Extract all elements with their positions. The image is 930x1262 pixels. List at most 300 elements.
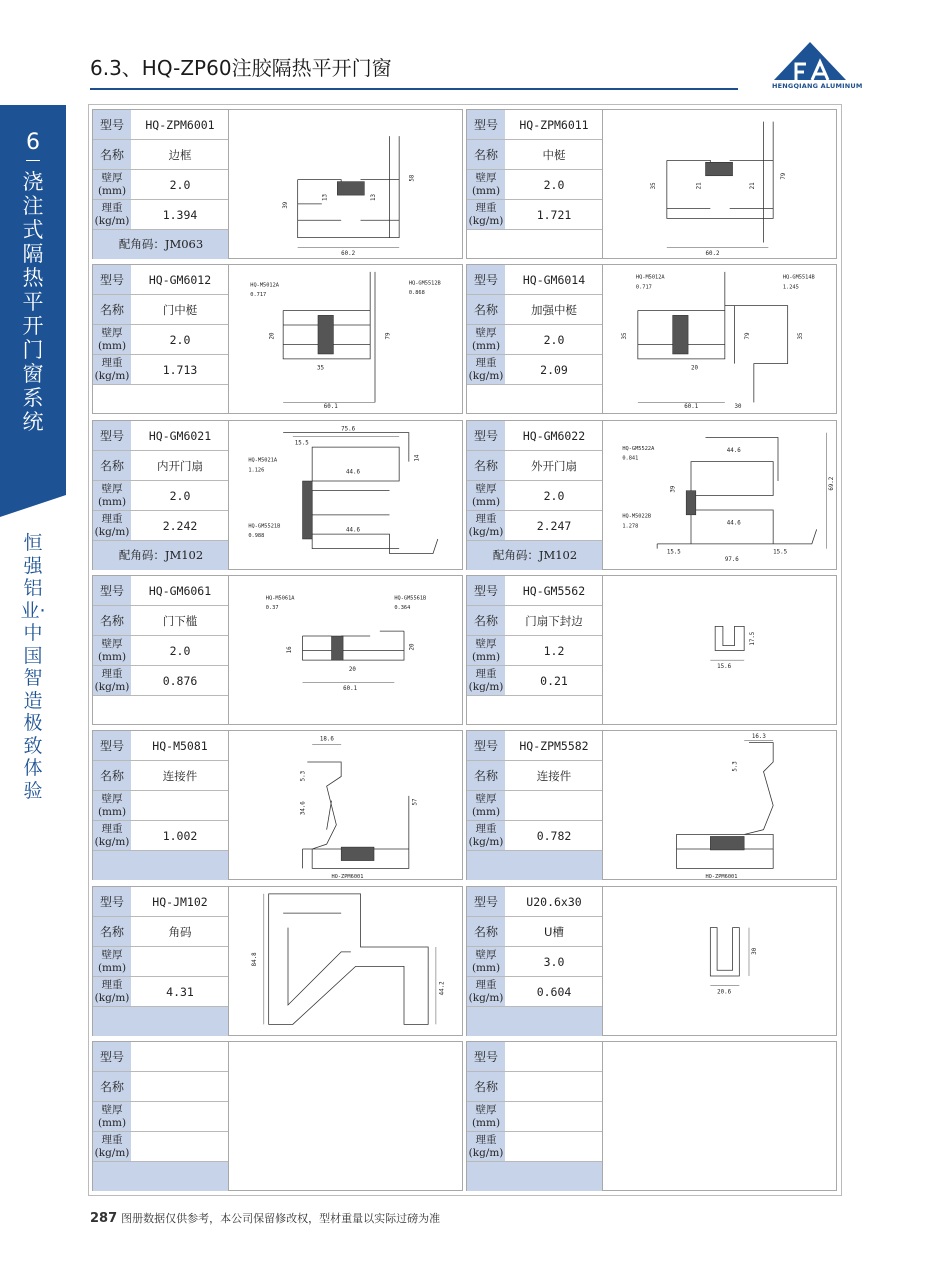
spec-value-model: HQ-JM102 xyxy=(152,895,208,909)
spec-value-thickness: 2.0 xyxy=(169,178,191,192)
spec-value-model: HQ-ZPM5582 xyxy=(519,739,589,753)
spec-value-model: HQ-GM6061 xyxy=(148,584,212,598)
spec-value-weight: 0.782 xyxy=(536,829,572,843)
dimension-label: 39 xyxy=(670,485,677,493)
spec-label-thickness: 壁厚(mm) xyxy=(93,947,131,976)
spec-row-name xyxy=(93,140,229,170)
part-weight: 0.717 xyxy=(250,292,267,298)
spec-label-name: 名称 xyxy=(93,1072,131,1101)
spec-label-thickness: 壁厚(mm) xyxy=(93,791,131,820)
spec-value-name: 外开门扇 xyxy=(531,459,577,473)
spec-value-weight: 2.242 xyxy=(162,519,198,533)
spec-label-model: 型号 xyxy=(467,265,505,294)
spec-label-model: 型号 xyxy=(467,421,505,450)
dimension-label: 44.2 xyxy=(439,981,446,996)
spec-label-name: 名称 xyxy=(467,295,505,324)
dimension-label: 30 xyxy=(734,404,742,411)
spec-value-model xyxy=(131,1042,229,1071)
dimension-label: 44.6 xyxy=(726,448,741,454)
profile-cross-section-drawing xyxy=(605,578,835,723)
spec-row-model xyxy=(93,265,229,295)
part-weight: 1.278 xyxy=(622,523,639,530)
spec-value-weight: 0.604 xyxy=(536,985,572,999)
profile-card xyxy=(466,575,837,725)
spec-label-thickness: 壁厚(mm) xyxy=(467,636,505,665)
part-weight: 0.868 xyxy=(408,290,425,297)
dimension-label: 15.5 xyxy=(294,440,309,447)
spec-row-name xyxy=(467,295,603,325)
spec-row-name xyxy=(93,917,229,947)
spec-value-weight: 4.31 xyxy=(166,985,194,999)
dimension-label: 15.6 xyxy=(717,663,732,670)
spec-row-model xyxy=(93,421,229,451)
dimension-label: 84.8 xyxy=(252,952,259,967)
spec-row-weight xyxy=(93,511,229,541)
dimension-label: 79 xyxy=(745,332,751,340)
profile-card xyxy=(466,1041,837,1191)
spec-row-weight xyxy=(93,200,229,230)
part-weight: 0.364 xyxy=(394,604,411,611)
spec-value-name xyxy=(131,1072,229,1101)
corner-code-note xyxy=(93,385,229,414)
spec-row-weight xyxy=(93,1132,229,1162)
part-code: HQ-M5012A xyxy=(635,274,665,281)
dimension-label: 16 xyxy=(286,646,293,654)
spec-row-thickness xyxy=(467,325,603,355)
spec-row-thickness xyxy=(467,1102,603,1132)
spec-value-thickness xyxy=(131,1102,229,1131)
spec-row-thickness xyxy=(467,481,603,511)
dimension-label: 79 xyxy=(780,172,787,180)
profile-cross-section-drawing xyxy=(605,733,835,878)
profile-card xyxy=(92,420,463,570)
spec-row-model xyxy=(93,1042,229,1072)
spec-row-thickness xyxy=(467,170,603,200)
spec-value-weight: 2.09 xyxy=(540,363,568,377)
card-column-divider xyxy=(602,1042,603,1191)
spec-row-thickness xyxy=(93,170,229,200)
profile-outline xyxy=(269,894,429,1025)
corner-code-note xyxy=(93,1007,229,1036)
spec-label-model: 型号 xyxy=(467,731,505,760)
dimension-label: 20 xyxy=(269,332,276,340)
spec-row-weight xyxy=(467,200,603,230)
page-number: 287 xyxy=(90,1211,118,1226)
spec-value-thickness: 2.0 xyxy=(169,644,191,658)
spec-row-weight xyxy=(467,666,603,696)
dimension-label: 34.6 xyxy=(300,801,307,816)
corner-code-note xyxy=(467,1007,603,1036)
dimension-label: 60.2 xyxy=(705,251,720,257)
profile-cross-section-drawing xyxy=(231,423,461,568)
spec-label-model: 型号 xyxy=(93,265,131,294)
part-code: HQ-M5061A xyxy=(265,595,295,602)
spec-label-name: 名称 xyxy=(467,140,505,169)
part-weight: 0.988 xyxy=(248,533,265,540)
part-code: HQ-GM5522A xyxy=(622,446,655,453)
corner-code-note xyxy=(467,230,603,259)
dimension-label: 15.5 xyxy=(666,549,681,556)
dimension-label: 97.6 xyxy=(724,557,739,564)
dimension-label: 75.6 xyxy=(341,426,356,433)
dimension-label: 69.2 xyxy=(829,476,835,491)
profile-card xyxy=(92,109,463,259)
company-slogan: 恒强铝业·中国智造 极致体验 xyxy=(20,532,46,802)
profile-cross-section-drawing xyxy=(605,1044,835,1189)
spec-value-name xyxy=(505,1072,603,1101)
spec-row-model xyxy=(467,731,603,761)
spec-value-model: HQ-GM5562 xyxy=(522,584,586,598)
spec-row-thickness xyxy=(93,481,229,511)
spec-value-model: U20.6x30 xyxy=(526,895,582,909)
spec-value-weight: 1.713 xyxy=(162,363,198,377)
part-code: HQ-GM5521B xyxy=(248,523,281,530)
spec-label-weight: 理重(kg/m) xyxy=(94,1134,130,1159)
spec-label-weight: 理重(kg/m) xyxy=(468,979,504,1004)
spec-label-model: 型号 xyxy=(93,576,131,605)
spec-value-name: 加强中梃 xyxy=(531,303,577,317)
spec-label-name: 名称 xyxy=(93,140,131,169)
spec-value-name: 门扇下封边 xyxy=(525,614,583,628)
dimension-label: 20 xyxy=(409,643,416,651)
header-rule xyxy=(90,88,738,90)
spec-row-thickness xyxy=(467,636,603,666)
spec-value-thickness xyxy=(131,791,229,820)
spec-row-thickness xyxy=(93,947,229,977)
logo-text: HENGQIANG ALUMINUM xyxy=(772,82,863,90)
spec-value-name: U槽 xyxy=(544,925,564,939)
profile-cross-section-drawing xyxy=(605,112,835,257)
spec-label-model: 型号 xyxy=(93,421,131,450)
dimension-label: 13 xyxy=(371,193,377,201)
dimension-label: 44.6 xyxy=(726,520,741,527)
card-column-divider xyxy=(228,576,229,725)
profile-outline xyxy=(303,631,405,660)
spec-label-name: 名称 xyxy=(467,761,505,790)
spec-row-weight xyxy=(93,355,229,385)
dimension-label: 60.1 xyxy=(684,404,699,411)
corner-code-note: 配角码：JM102 xyxy=(93,541,229,570)
spec-label-model: 型号 xyxy=(93,887,131,916)
page-header-title: 6.3、HQ-ZP60注胶隔热平开门窗 xyxy=(90,56,392,80)
card-column-divider xyxy=(602,576,603,725)
spec-label-model: 型号 xyxy=(467,887,505,916)
part-weight: 1.245 xyxy=(782,284,799,291)
dimension-label: 60.1 xyxy=(343,686,358,693)
spec-label-weight: 理重(kg/m) xyxy=(94,513,130,538)
spec-label-name: 名称 xyxy=(93,761,131,790)
corner-code-note xyxy=(93,696,229,725)
spec-value-name: 连接件 xyxy=(536,769,572,783)
spec-value-model: HQ-ZPM6001 xyxy=(145,118,215,132)
spec-label-model: 型号 xyxy=(467,576,505,605)
part-code: HQ-GM5514B xyxy=(782,274,815,281)
profile-outline xyxy=(715,626,744,650)
dimension-label: 16.3 xyxy=(751,733,766,740)
dimension-label: 39 xyxy=(283,201,290,209)
spec-value-name: 边框 xyxy=(168,148,192,162)
thermal-break-strip xyxy=(332,636,344,660)
spec-row-model xyxy=(93,887,229,917)
spec-row-model xyxy=(467,576,603,606)
spec-value-thickness xyxy=(505,1102,603,1131)
corner-code-note: 配角码：JM063 xyxy=(93,230,229,259)
spec-value-thickness: 2.0 xyxy=(543,178,565,192)
profile-cross-section-drawing xyxy=(231,578,461,723)
profile-cross-section-drawing xyxy=(231,112,461,257)
spec-row-weight xyxy=(93,977,229,1007)
spec-label-name: 名称 xyxy=(467,606,505,635)
spec-value-model: HQ-GM6014 xyxy=(522,273,586,287)
profile-outline xyxy=(657,438,817,549)
spec-row-model xyxy=(467,265,603,295)
profile-card xyxy=(466,886,837,1036)
profile-cross-section-drawing xyxy=(605,889,835,1034)
spec-row-name xyxy=(467,917,603,947)
spec-row-thickness xyxy=(93,791,229,821)
dimension-label: 20.6 xyxy=(717,989,732,996)
dimension-label: 35 xyxy=(622,332,629,340)
dimension-label: 35 xyxy=(798,332,805,340)
spec-label-thickness: 壁厚(mm) xyxy=(467,947,505,976)
spec-label-name: 名称 xyxy=(467,1072,505,1101)
thermal-break-strip xyxy=(673,315,688,354)
spec-label-thickness: 壁厚(mm) xyxy=(93,636,131,665)
spec-value-name: 连接件 xyxy=(162,769,198,783)
spec-row-thickness xyxy=(93,1102,229,1132)
spec-value-weight xyxy=(131,1132,229,1161)
thermal-break-strip xyxy=(337,182,364,196)
spec-value-weight: 0.876 xyxy=(162,674,198,688)
card-column-divider xyxy=(602,421,603,570)
card-column-divider xyxy=(228,421,229,570)
spec-label-weight: 理重(kg/m) xyxy=(468,202,504,227)
spec-label-model: 型号 xyxy=(93,731,131,760)
spec-value-name: 门下槛 xyxy=(162,614,198,628)
dimension-label: 57 xyxy=(412,798,419,806)
spec-label-name: 名称 xyxy=(93,295,131,324)
spec-value-weight: 0.21 xyxy=(540,674,568,688)
profile-cross-section-drawing xyxy=(231,889,461,1034)
spec-value-thickness xyxy=(505,791,603,820)
spec-row-thickness xyxy=(93,636,229,666)
spec-label-thickness: 壁厚(mm) xyxy=(467,1102,505,1131)
corner-code-note xyxy=(467,385,603,414)
profile-cross-section-drawing xyxy=(605,267,835,412)
card-column-divider xyxy=(602,265,603,414)
spec-row-name xyxy=(467,761,603,791)
profile-cross-section-drawing xyxy=(231,733,461,878)
spec-row-thickness xyxy=(93,325,229,355)
chapter-title: 浇注式隔热平开门窗系统 xyxy=(22,170,44,434)
part-code: HQ-GM5512B xyxy=(408,280,441,287)
card-column-divider xyxy=(228,1042,229,1191)
spec-value-name: 内开门扇 xyxy=(157,459,203,473)
spec-label-weight: 理重(kg/m) xyxy=(468,513,504,538)
spec-label-weight: 理重(kg/m) xyxy=(94,823,130,848)
corner-code-note xyxy=(93,851,229,880)
spec-row-weight xyxy=(467,355,603,385)
profile-card xyxy=(466,420,837,570)
spec-row-model xyxy=(93,576,229,606)
spec-row-model xyxy=(93,110,229,140)
thermal-break-strip xyxy=(318,315,333,354)
spec-value-model: HQ-GM6022 xyxy=(522,429,586,443)
profile-cross-section-drawing xyxy=(231,1044,461,1189)
spec-row-model xyxy=(93,731,229,761)
spec-value-thickness: 2.0 xyxy=(169,489,191,503)
card-column-divider xyxy=(602,887,603,1036)
spec-row-model xyxy=(467,1042,603,1072)
part-code: HQ-M5012A xyxy=(250,282,280,289)
spec-value-thickness: 2.0 xyxy=(543,333,565,347)
profile-card xyxy=(466,109,837,259)
dimension-label: 13 xyxy=(322,193,329,201)
corner-code-note xyxy=(467,851,603,880)
spec-row-name xyxy=(93,451,229,481)
spec-label-weight: 理重(kg/m) xyxy=(468,1134,504,1159)
dimension-label: 15.5 xyxy=(773,549,788,556)
spec-label-thickness: 壁厚(mm) xyxy=(467,170,505,199)
profile-cross-section-drawing xyxy=(231,267,461,412)
profile-card xyxy=(92,1041,463,1191)
spec-label-thickness: 壁厚(mm) xyxy=(93,325,131,354)
dimension-label: 35 xyxy=(651,182,658,190)
spec-value-thickness: 2.0 xyxy=(543,489,565,503)
spec-label-thickness: 壁厚(mm) xyxy=(93,481,131,510)
spec-label-thickness: 壁厚(mm) xyxy=(467,481,505,510)
spec-value-name: 中梃 xyxy=(542,148,566,162)
spec-value-thickness: 2.0 xyxy=(169,333,191,347)
card-column-divider xyxy=(228,110,229,259)
card-column-divider xyxy=(228,887,229,1036)
card-column-divider xyxy=(228,265,229,414)
dimension-label: 30 xyxy=(751,947,758,955)
spec-label-model: 型号 xyxy=(467,1042,505,1071)
part-code: HQ-M5021A xyxy=(248,457,278,464)
spec-value-model: HQ-GM6012 xyxy=(148,273,212,287)
spec-row-thickness xyxy=(467,791,603,821)
spec-value-model xyxy=(505,1042,603,1071)
profile-cross-section-drawing xyxy=(605,423,835,568)
dimension-label: 79 xyxy=(385,332,392,340)
part-code: HQ-M5022B xyxy=(622,513,652,520)
thermal-break-strip xyxy=(706,162,733,176)
card-column-divider xyxy=(602,110,603,259)
chapter-number: 6 xyxy=(26,130,40,155)
spec-label-model: 型号 xyxy=(93,1042,131,1071)
spec-value-model: HQ-GM6021 xyxy=(148,429,212,443)
corner-code-note: 配角码：JM102 xyxy=(467,541,603,570)
spec-row-name xyxy=(93,1072,229,1102)
dimension-label: 35 xyxy=(317,365,324,372)
corner-code-note xyxy=(467,1162,603,1191)
profile-card xyxy=(466,730,837,880)
spec-label-name: 名称 xyxy=(93,606,131,635)
spec-row-thickness xyxy=(467,947,603,977)
dimension-label: 44.6 xyxy=(346,469,360,476)
spec-label-name: 名称 xyxy=(467,451,505,480)
profile-card xyxy=(92,886,463,1036)
spec-value-weight: 1.002 xyxy=(162,829,198,843)
spec-value-thickness: 3.0 xyxy=(543,955,565,969)
profile-outline xyxy=(667,122,773,243)
spec-label-name: 名称 xyxy=(93,451,131,480)
dimension-label: 14 xyxy=(414,454,421,462)
spec-label-weight: 理重(kg/m) xyxy=(468,668,504,693)
spec-row-name xyxy=(467,451,603,481)
spec-row-weight xyxy=(93,821,229,851)
page-footer xyxy=(90,1210,440,1226)
spec-row-model xyxy=(467,110,603,140)
spec-row-name xyxy=(93,606,229,636)
dimension-label: 18.6 xyxy=(319,736,334,743)
spec-value-model: HQ-M5081 xyxy=(152,739,208,753)
profile-card xyxy=(92,730,463,880)
dimension-label: 17.5 xyxy=(749,631,756,646)
corner-code-note xyxy=(467,696,603,725)
spec-label-weight: 理重(kg/m) xyxy=(94,202,130,227)
footer-disclaimer: 图册数据仅供参考，本公司保留修改权，型材重量以实际过磅为准 xyxy=(121,1212,441,1225)
dimension-label: 60.1 xyxy=(323,404,338,411)
spec-label-thickness: 壁厚(mm) xyxy=(467,791,505,820)
spec-row-weight xyxy=(467,821,603,851)
profile-outline xyxy=(635,272,788,402)
card-column-divider xyxy=(228,731,229,880)
dimension-label: 5.3 xyxy=(300,770,307,782)
spec-label-weight: 理重(kg/m) xyxy=(94,668,130,693)
spec-row-model xyxy=(467,887,603,917)
thermal-break-strip xyxy=(710,836,744,850)
spec-label-model: 型号 xyxy=(93,110,131,139)
spec-value-weight: 2.247 xyxy=(536,519,572,533)
spec-label-name: 名称 xyxy=(93,917,131,946)
spec-row-name xyxy=(467,606,603,636)
spec-value-thickness: 1.2 xyxy=(543,644,565,658)
spec-label-weight: 理重(kg/m) xyxy=(94,357,130,382)
thermal-break-strip xyxy=(303,481,313,539)
spec-row-name xyxy=(93,761,229,791)
spec-value-weight: 1.394 xyxy=(162,208,198,222)
spec-value-name: 门中梃 xyxy=(162,303,198,317)
spec-label-thickness: 壁厚(mm) xyxy=(467,325,505,354)
spec-label-weight: 理重(kg/m) xyxy=(468,823,504,848)
profile-card xyxy=(92,575,463,725)
corner-code-note xyxy=(93,1162,229,1191)
spec-row-weight xyxy=(467,511,603,541)
spec-value-name: 角码 xyxy=(168,925,192,939)
spec-label-name: 名称 xyxy=(467,917,505,946)
spec-label-model: 型号 xyxy=(467,110,505,139)
part-weight: 0.37 xyxy=(265,604,279,611)
spec-row-name xyxy=(93,295,229,325)
part-code: HQ-ZPM6001 xyxy=(331,874,364,878)
dimension-label: 5.3 xyxy=(732,761,739,772)
dimension-label: 21 xyxy=(749,182,756,190)
part-weight: 1.126 xyxy=(248,467,265,474)
spec-label-thickness: 壁厚(mm) xyxy=(93,170,131,199)
profile-card xyxy=(466,264,837,414)
spec-row-name xyxy=(467,1072,603,1102)
thermal-break-strip xyxy=(686,491,696,515)
dimension-label: 58 xyxy=(409,174,416,182)
spec-row-name xyxy=(467,140,603,170)
spec-value-weight xyxy=(505,1132,603,1161)
spec-row-weight xyxy=(93,666,229,696)
spec-value-thickness xyxy=(131,947,229,976)
part-weight: 0.841 xyxy=(622,455,639,462)
chapter-side-tab-fold xyxy=(0,495,66,517)
